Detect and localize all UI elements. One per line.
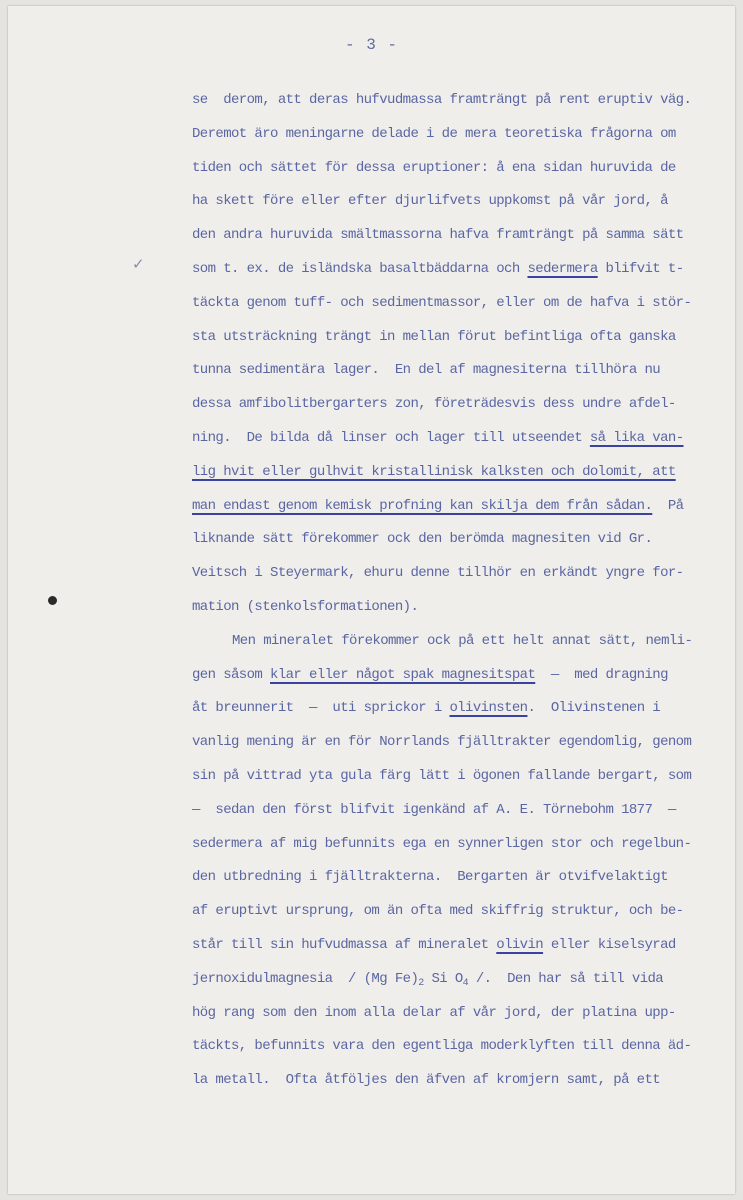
text-fragment: Si O — [423, 970, 463, 987]
text-line — [192, 422, 722, 456]
text-line: liknande sätt förekommer ock den berömda magnesiten vid Gr. — [192, 531, 653, 548]
text-line — [192, 253, 722, 287]
underlined-text: sedermera — [527, 260, 598, 277]
text-line: af eruptivt ursprung, om än ofta med skiffrig struktur, och be- — [192, 903, 684, 920]
text-line: den andra huruvida smältmassorna hafva framträngt på samma sätt — [192, 227, 684, 244]
text-line — [192, 659, 722, 693]
text-line: ha skett före eller efter djurlifvets uppkomst på vår jord, å — [192, 193, 668, 210]
text-line — [192, 963, 722, 997]
text-line: täckts, befunnits vara den egentliga moderklyften till denna äd- — [192, 1038, 692, 1055]
text-fragment: åt breunnerit — uti sprickor i — [192, 700, 450, 717]
text-line: la metall. Ofta åtföljes den äfven af kromjern samt, på ett — [192, 1072, 661, 1089]
underlined-text: olivin — [496, 936, 544, 953]
text-line: se derom, att deras hufvudmassa framträngt på rent eruptiv väg. — [192, 92, 692, 108]
text-fragment: jernoxidulmagnesia / (Mg Fe) — [192, 970, 419, 987]
text-line: hög rang som den inom alla delar af vår jord, der platina upp- — [192, 1004, 676, 1021]
underlined-text: olivinsten — [449, 700, 528, 717]
text-fragment: som t. ex. de isländska basaltbäddarna och — [192, 260, 528, 277]
text-line: Veitsch i Steyermark, ehuru denne tillhör en erkändt yngre for- — [192, 565, 684, 582]
subscript: 4 — [462, 977, 469, 989]
margin-check-mark: ✓ — [132, 255, 145, 273]
underlined-text: man endast genom kemisk profning kan skilja dem från sådan. — [192, 497, 653, 514]
punch-hole-dot — [48, 596, 57, 605]
text-fragment: /. Den har så till vida — [468, 970, 664, 987]
text-line: mation (stenkolsformationen). — [192, 598, 419, 615]
text-line — [192, 456, 722, 490]
text-line: Deremot äro meningarne delade i de mera teoretiska frågorna om — [192, 125, 676, 142]
text-line: sedermera af mig befunnits ega en synnerligen stor och regelbun- — [192, 835, 692, 852]
text-fragment: På — [652, 497, 684, 514]
text-line: sta utsträckning trängt in mellan förut befintliga ofta ganska — [192, 328, 676, 345]
text-fragment: ning. De bilda då linser och lager till utseendet — [192, 429, 590, 446]
page-number: - 3 - — [344, 36, 398, 54]
text-fragment: eller kiselsyrad — [543, 936, 676, 953]
underlined-text: lig hvit eller gulhvit kristallinisk kalksten och dolomit, att — [192, 463, 676, 480]
text-fragment: står till sin hufvudmassa af mineralet — [192, 936, 497, 953]
text-fragment: . Olivinstenen i — [527, 700, 661, 717]
text-line — [192, 692, 722, 726]
text-line — [192, 929, 722, 963]
text-line — [192, 490, 722, 524]
text-line: — sedan den först blifvit igenkänd af A. E. Törnebohm 1877 — — [192, 801, 676, 818]
text-fragment: — med dragning — [535, 666, 668, 683]
text-line: Men mineralet förekommer ock på ett helt annat sätt, nemli- — [232, 632, 693, 649]
text-line: den utbredning i fjälltrakterna. Bergarten är otvifvelaktigt — [192, 869, 668, 886]
text-fragment: blifvit t- — [597, 260, 684, 277]
text-line: sin på vittrad yta gula färg lätt i ögonen fallande bergart, som — [192, 767, 692, 784]
text-line: tiden och sättet för dessa eruptioner: å ena sidan huruvida de — [192, 159, 676, 176]
underlined-text: klar eller något spak magnesitspat — [270, 666, 536, 683]
text-line: dessa amfibolitbergarters zon, företrädesvis dess undre afdel- — [192, 396, 676, 413]
body-text — [192, 84, 722, 1098]
text-line: täckta genom tuff- och sedimentmassor, eller om de hafva i stör- — [192, 294, 692, 311]
underlined-text: så lika van- — [589, 429, 684, 446]
text-line: vanlig mening är en för Norrlands fjälltrakter egendomlig, genom — [192, 734, 692, 751]
subscript: 2 — [418, 977, 424, 989]
text-fragment: gen såsom — [192, 666, 271, 683]
text-line: tunna sedimentära lager. En del af magnesiterna tillhöra nu — [192, 362, 661, 379]
